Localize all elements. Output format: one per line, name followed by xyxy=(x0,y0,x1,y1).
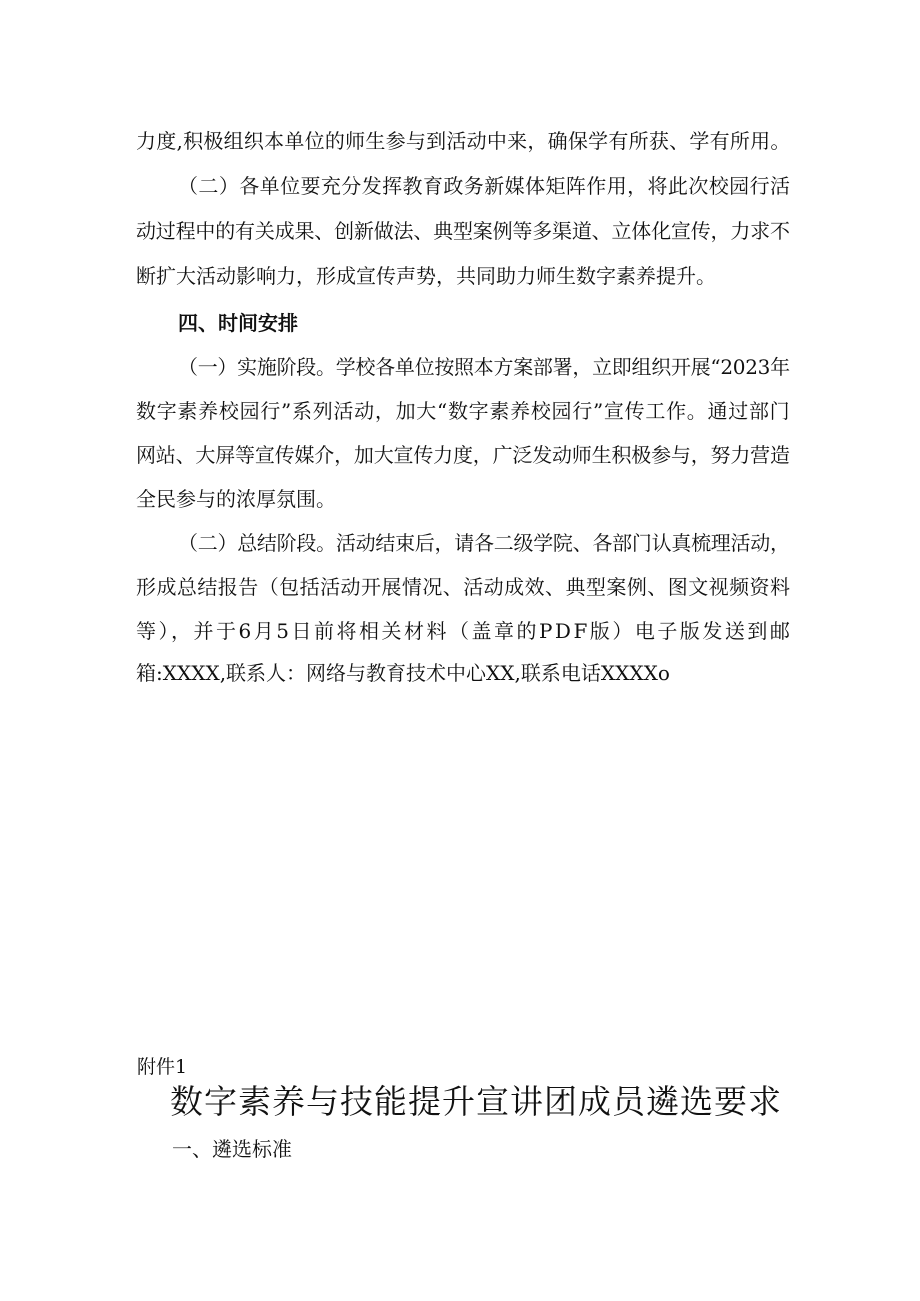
appendix-title: 数字素养与技能提升宣讲团成员遴选要求 xyxy=(170,1082,782,1121)
section-heading: 四、时间安排 xyxy=(178,311,298,335)
paragraph-line: （二）总结阶段。活动结束后，请各二级学院、各部门认真梳理活动， xyxy=(178,531,790,555)
paragraph-line: 箱:XXXX,联系人：网络与教育技术中心XX,联系电话XXXXo xyxy=(136,661,670,685)
paragraph-line: （一）实施阶段。学校各单位按照本方案部署，立即组织开展“2023年 xyxy=(178,355,790,379)
paragraph-line: 全民参与的浓厚氛围。 xyxy=(136,487,336,511)
appendix-section-heading: 一、遴选标准 xyxy=(172,1137,292,1161)
paragraph-line: 网站、大屏等宣传媒介，加大宣传力度，广泛发动师生积极参与，努力营造 xyxy=(136,443,790,467)
appendix-label: 附件1 xyxy=(137,1056,188,1078)
paragraph-line: 数字素养校园行”系列活动，加大“数字素养校园行”宣传工作。通过部门 xyxy=(136,399,791,423)
paragraph-line: （二）各单位要充分发挥教育政务新媒体矩阵作用，将此次校园行活 xyxy=(178,174,791,198)
paragraph-line: 形成总结报告（包括活动开展情况、活动成效、典型案例、图文视频资料 xyxy=(136,575,791,599)
paragraph-line: 力度,积极组织本单位的师生参与到活动中来，确保学有所获、学有所用。 xyxy=(136,129,791,153)
paragraph-line: 动过程中的有关成果、创新做法、典型案例等多渠道、立体化宣传，力求不 xyxy=(136,219,790,243)
paragraph-line: 断扩大活动影响力，形成宣传声势，共同助力师生数字素养提升。 xyxy=(136,264,716,288)
paragraph-line: 等），并于6月5日前将相关材料（盖章的PDF版）电子版发送到邮 xyxy=(136,619,793,643)
